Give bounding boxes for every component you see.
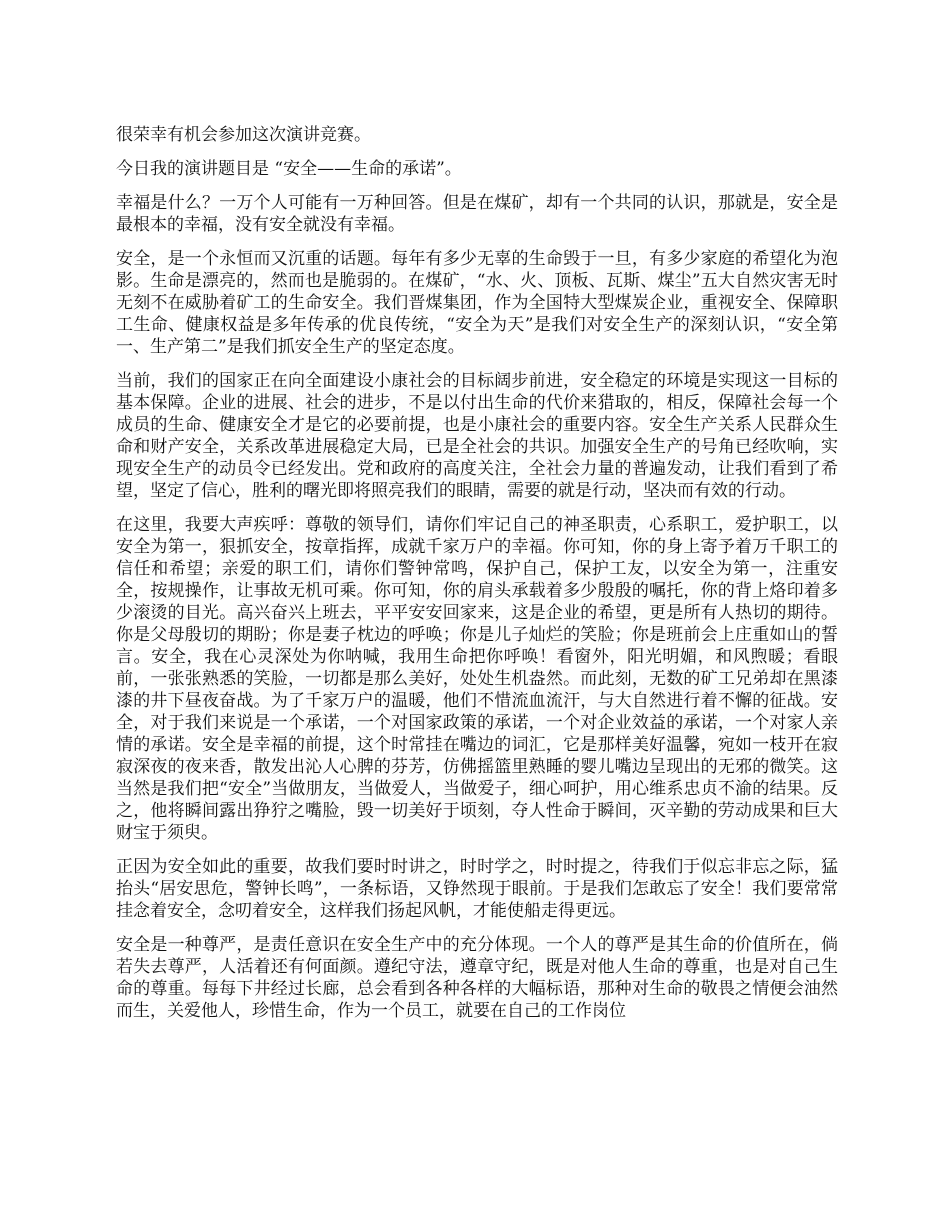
document-page xyxy=(116,124,838,1034)
paragraph-intro: 很荣幸有机会参加这次演讲竞赛。 xyxy=(116,125,371,145)
paragraph-importance: 正因为安全如此的重要，故我们要时时讲之，时时学之，时时提之，待我们于似忘非忘之际，猛抬头“居安思危，警钟长鸣”，一条标语，又铮然现于眼前。于是我们怎敢忘了安全！我们要常常挂念着安全，念叨着安全，这样我们扬起风帆，才能使船走得更远。 xyxy=(116,857,838,921)
paragraph-safety-topic: 安全，是一个永恒而又沉重的话题。每年有多少无辜的生命毁于一旦，有多少家庭的希望化为泡影。生命是漂亮的，然而也是脆弱的。在煤矿，“水、火、顶板、瓦斯、煤尘”五大自然灾害无时无刻不在威胁着矿工的生命安全。我们晋煤集团，作为全国特大型煤炭企业，重视安全、保障职工生命、健康权益是多年传承的优良传统，“安全为天”是我们对安全生产的深刻认识，“安全第一、生产第二”是我们抓安全生产的坚定态度。 xyxy=(116,249,838,357)
paragraph-happiness: 幸福是什么？一万个人可能有一万种回答。但是在煤矿，却有一个共同的认识，那就是，安全是最根本的幸福，没有安全就没有幸福。 xyxy=(116,193,838,235)
paragraph-dignity: 安全是一种尊严，是责任意识在安全生产中的充分体现。一个人的尊严是其生命的价值所在，倘若失去尊严，人活着还有何面颜。遵纪守法，遵章守纪，既是对他人生命的尊重，也是对自己生命的尊重。每每下井经过长廊，总会看到各种各样的大幅标语，那种对生命的敬畏之情便会油然而生，关爱他人，珍惜生命，作为一个员工，就要在自己的工作岗位 xyxy=(116,935,838,1021)
paragraph-topic: 今日我的演讲题目是 “安全——生命的承诺”。 xyxy=(116,159,462,179)
paragraph-current-situation: 当前，我们的国家正在向全面建设小康社会的目标阔步前进，安全稳定的环境是实现这一目标的基本保障。企业的进展、社会的进步，不是以付出生命的代价来猎取的，相反，保障社会每一个成员的生命、健康安全才是它的必要前提，也是小康社会的重要内容。安全生产关系人民群众生命和财产安全，关系改革进展稳定大局，已是全社会的共识。加强安全生产的号角已经吹响，实现安全生产的动员令已经发出。党和政府的高度关注，全社会力量的普遍发动，让我们看到了希望，坚定了信心，胜利的曙光即将照亮我们的眼睛，需要的就是行动，坚决而有效的行动。 xyxy=(116,371,838,501)
paragraph-appeal: 在这里，我要大声疾呼：尊敬的领导们，请你们牢记自己的神圣职责，心系职工，爱护职工，以安全为第一，狠抓安全，按章指挥，成就千家万户的幸福。你可知，你的身上寄予着万千职工的信任和希望；亲爱的职工们，请你们警钟常鸣，保护自己，保护工友，以安全为第一，注重安全，按规操作，让事故无机可乘。你可知，你的肩头承载着多少殷殷的嘱托，你的背上烙印着多少滚烫的目光。高兴奋兴上班去，平平安安回家来，这是企业的希望，更是所有人热切的期待。你是父母殷切的期盼；你是妻子枕边的呼唤；你是儿子灿烂的笑脸；你是班前会上庄重如山的誓言。安全，我在心灵深处为你呐喊，我用生命把你呼唤！看窗外，阳光明媚，和风煦暖；看眼前，一张张熟悉的笑脸，一切都是那么美好，处处生机盎然。而此刻，无数的矿工兄弟却在黑漆漆的井下昼夜奋战。为了千家万户的温暖，他们不惜流血流汗，与大自然进行着不懈的征战。安全，对于我们来说是一个承诺，一个对国家政策的承诺，一个对企业效益的承诺，一个对家人亲情的承诺。安全是幸福的前提，这个时常挂在嘴边的词汇，它是那样美好温馨，宛如一枝开在寂寂深夜的夜来香，散发出沁人心脾的芬芳，仿佛摇篮里熟睡的婴儿嘴边呈现出的无邪的微笑。这当然是我们把“安全”当做朋友，当做爱人，当做爱子，细心呵护，用心维系忠贞不渝的结果。反之，他将瞬间露出狰狞之嘴脸，毁一切美好于顷刻，夺人性命于瞬间，灭辛勤的劳动成果和巨大财宝于须臾。 xyxy=(116,515,838,843)
